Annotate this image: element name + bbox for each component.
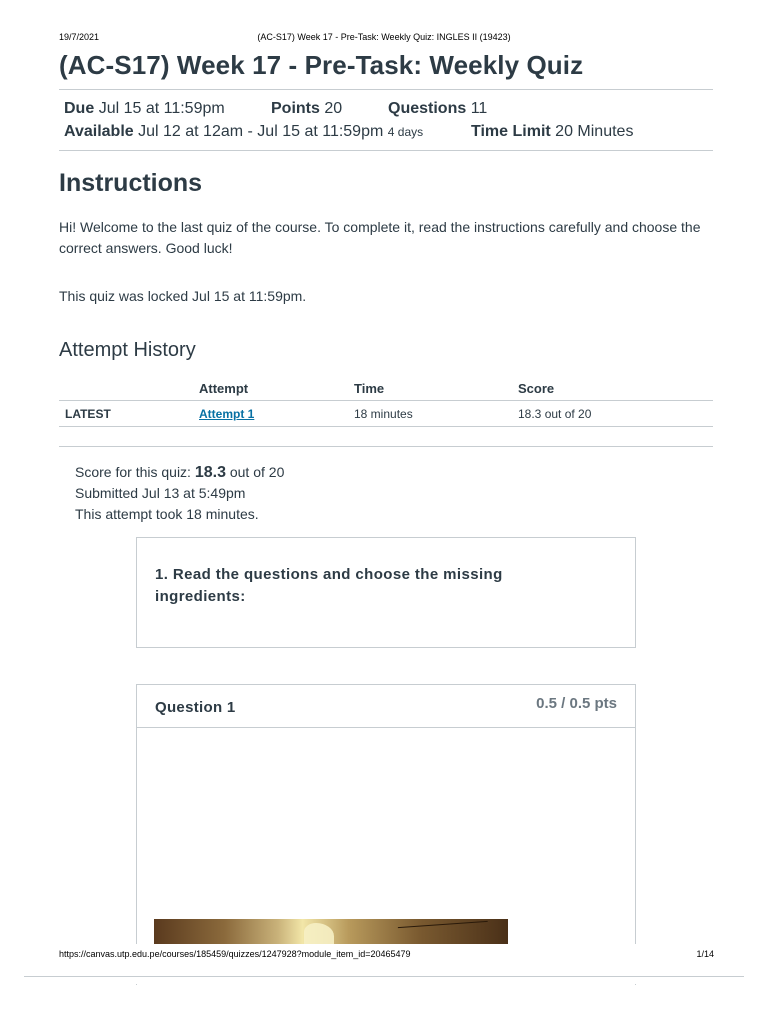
available-info xyxy=(64,123,423,141)
due-value: Jul 15 at 11:59pm xyxy=(98,100,225,117)
questions-value: 11 xyxy=(470,100,488,117)
question-group-intro xyxy=(136,537,636,648)
divider xyxy=(59,150,713,151)
score-line xyxy=(75,462,284,483)
points-value: 20 xyxy=(324,100,343,117)
due-info xyxy=(64,100,225,118)
attempt-history-heading: Attempt History xyxy=(59,339,196,361)
time-limit-value: 20 Minutes xyxy=(555,123,634,140)
divider xyxy=(59,89,713,90)
question-1-title: Question 1 xyxy=(155,699,236,716)
column-header-score: Score xyxy=(512,376,713,401)
image-signature xyxy=(398,921,488,934)
question-1-image xyxy=(154,919,508,945)
attempt-score: 18.3 out of 20 xyxy=(512,401,713,427)
print-document-title: (AC-S17) Week 17 - Pre-Task: Weekly Quiz: INGLES II (19423) xyxy=(257,32,511,42)
print-date: 19/7/2021 xyxy=(59,32,100,42)
points-label: Points xyxy=(271,100,320,117)
instructions-text: Hi! Welcome to the last quiz of the course. To complete it, read the instructions carefully and choose the correct answers. Good luck! xyxy=(59,219,701,256)
duration-line: This attempt took 18 minutes. xyxy=(75,506,259,522)
print-header xyxy=(59,32,709,46)
score-suffix: out of 20 xyxy=(229,464,285,480)
score-summary xyxy=(75,462,284,525)
locked-notice: This quiz was locked Jul 15 at 11:59pm. xyxy=(59,288,307,304)
questions-label: Questions xyxy=(388,100,467,117)
available-value: Jul 12 at 12am - Jul 15 at 11:59pm xyxy=(138,123,384,140)
latest-tag: LATEST xyxy=(59,401,193,427)
image-highlight xyxy=(304,923,334,945)
submitted-line: Submitted Jul 13 at 5:49pm xyxy=(75,485,246,501)
question-1-header xyxy=(137,685,635,728)
score-prefix: Score for this quiz: xyxy=(75,464,191,480)
question-group-text: 1. Read the questions and choose the missing ingredients: xyxy=(155,566,503,605)
column-header-attempt: Attempt xyxy=(193,376,348,401)
table-header-row xyxy=(59,376,713,401)
divider xyxy=(59,446,713,447)
time-limit-label: Time Limit xyxy=(471,123,551,140)
attempt-1-link[interactable]: Attempt 1 xyxy=(199,406,255,421)
attempt-time: 18 minutes xyxy=(348,401,512,427)
quiz-title: (AC-S17) Week 17 - Pre-Task: Weekly Quiz xyxy=(59,50,584,80)
available-days: 4 days xyxy=(387,125,424,139)
questions-info xyxy=(388,100,487,118)
print-footer xyxy=(0,944,768,984)
available-label: Available xyxy=(64,123,134,140)
due-label: Due xyxy=(64,100,95,117)
instructions-heading: Instructions xyxy=(59,169,203,197)
column-header-time: Time xyxy=(348,376,512,401)
points-info xyxy=(271,100,342,118)
score-value: 18.3 xyxy=(194,464,226,481)
column-header-tag xyxy=(59,376,193,401)
footer-divider xyxy=(24,976,744,977)
attempt-history-table xyxy=(59,376,713,427)
page-number: 1/14 xyxy=(696,949,714,959)
print-url: https://canvas.utp.edu.pe/courses/185459/quizzes/1247928?module_item_id=20465479 xyxy=(59,949,411,959)
time-limit-info xyxy=(471,123,633,141)
question-1-points: 0.5 / 0.5 pts xyxy=(536,695,617,712)
table-row xyxy=(59,401,713,427)
